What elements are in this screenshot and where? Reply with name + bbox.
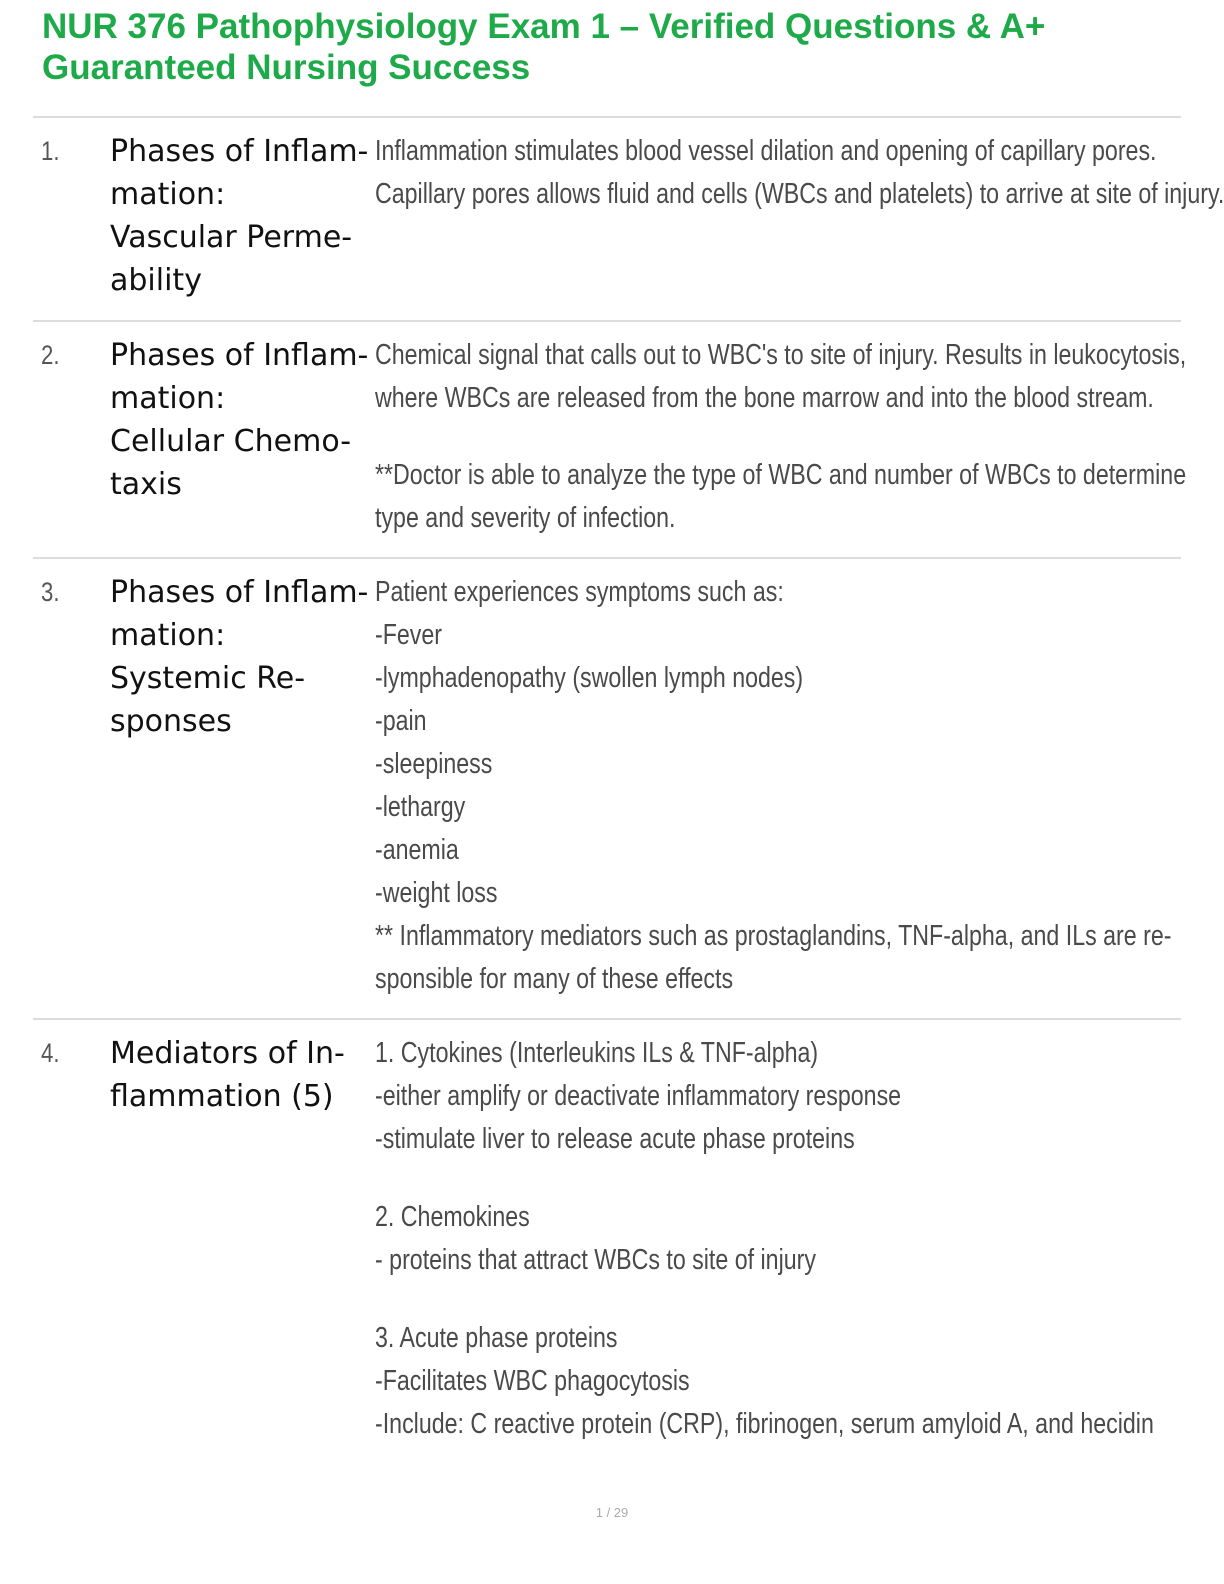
page-indicator: 1 / 29 bbox=[595, 1505, 629, 1520]
term-line: Systemic Re- bbox=[110, 661, 306, 696]
card-definition bbox=[375, 1032, 1175, 1446]
flashcard-3 bbox=[33, 557, 1181, 1019]
paragraph-gap bbox=[375, 420, 1175, 454]
definition-line: -Include: C reactive protein (CRP), fibrinogen, serum amyloid A, and hecidin bbox=[375, 1408, 1154, 1440]
definition-line: 1. Cytokines (Interleukins ILs & TNF-alpha) bbox=[375, 1037, 819, 1069]
card-term bbox=[110, 130, 372, 302]
term-line: ability bbox=[110, 263, 202, 298]
term-line: Phases of Inflam- bbox=[110, 575, 369, 610]
definition-line: -sleepiness bbox=[375, 748, 493, 780]
flashcard-1 bbox=[33, 116, 1224, 320]
definition-line: -lethargy bbox=[375, 791, 466, 823]
definition-line: - proteins that attract WBCs to site of injury bbox=[375, 1244, 816, 1276]
card-definition bbox=[375, 334, 1187, 540]
term-line: mation: bbox=[110, 618, 226, 653]
term-line: mation: bbox=[110, 381, 226, 416]
definition-line: -Fever bbox=[375, 619, 443, 651]
definition-line: -either amplify or deactivate inflammatory response bbox=[375, 1080, 902, 1112]
card-definition bbox=[375, 571, 1175, 1001]
term-line: Phases of Inflam- bbox=[110, 338, 369, 373]
definition-line: where WBCs are released from the bone marrow and into the blood stream. bbox=[375, 382, 1154, 414]
card-number: 3. bbox=[41, 577, 60, 607]
definition-line: 2. Chemokines bbox=[375, 1201, 530, 1233]
card-term bbox=[110, 1032, 372, 1118]
definition-line: Chemical signal that calls out to WBC's to site of injury. Results in leukocytosis, bbox=[375, 339, 1187, 371]
definition-line: type and severity of infection. bbox=[375, 502, 676, 534]
card-number: 2. bbox=[41, 340, 60, 370]
definition-line: Inflammation stimulates blood vessel dilation and opening of capillary pores. bbox=[375, 135, 1157, 167]
card-number: 4. bbox=[41, 1038, 60, 1068]
definition-line: -stimulate liver to release acute phase proteins bbox=[375, 1123, 855, 1155]
definition-line: Patient experiences symptoms such as: bbox=[375, 576, 784, 608]
term-line: taxis bbox=[110, 467, 182, 502]
flashcard-4 bbox=[33, 1018, 1181, 1470]
definition-line: Capillary pores allows fluid and cells (WBCs and platelets) to arrive at site of injury. bbox=[375, 178, 1224, 210]
term-line: Phases of Inflam- bbox=[110, 134, 369, 169]
definition-line: 3. Acute phase proteins bbox=[375, 1322, 618, 1354]
term-line: Vascular Perme- bbox=[110, 220, 353, 255]
card-term bbox=[110, 334, 372, 506]
term-line: flammation (5) bbox=[110, 1079, 334, 1114]
paragraph-gap bbox=[375, 1161, 1175, 1196]
definition-line: -weight loss bbox=[375, 877, 498, 909]
card-term bbox=[110, 571, 372, 743]
definition-line: -lymphadenopathy (swollen lymph nodes) bbox=[375, 662, 804, 694]
card-definition bbox=[375, 130, 1224, 216]
paragraph-gap bbox=[375, 1282, 1175, 1317]
definition-line: -Facilitates WBC phagocytosis bbox=[375, 1365, 690, 1397]
definition-line: -pain bbox=[375, 705, 427, 737]
definition-line: ** Inflammatory mediators such as prostaglandins, TNF-alpha, and ILs are re- bbox=[375, 920, 1172, 952]
definition-line: -anemia bbox=[375, 834, 459, 866]
definition-line: sponsible for many of these effects bbox=[375, 963, 734, 995]
term-line: Mediators of In- bbox=[110, 1036, 345, 1071]
term-line: sponses bbox=[110, 704, 232, 739]
card-number: 1. bbox=[41, 136, 60, 166]
document-title-line-2: Guaranteed Nursing Success bbox=[42, 48, 531, 87]
definition-line: **Doctor is able to analyze the type of WBC and number of WBCs to determine bbox=[375, 459, 1187, 491]
flashcard-2 bbox=[33, 320, 1187, 557]
term-line: Cellular Chemo- bbox=[110, 424, 352, 459]
term-line: mation: bbox=[110, 177, 226, 212]
document-title bbox=[42, 6, 1192, 88]
document-title-line-1: NUR 376 Pathophysiology Exam 1 – Verified Questions & A+ bbox=[42, 7, 1046, 46]
